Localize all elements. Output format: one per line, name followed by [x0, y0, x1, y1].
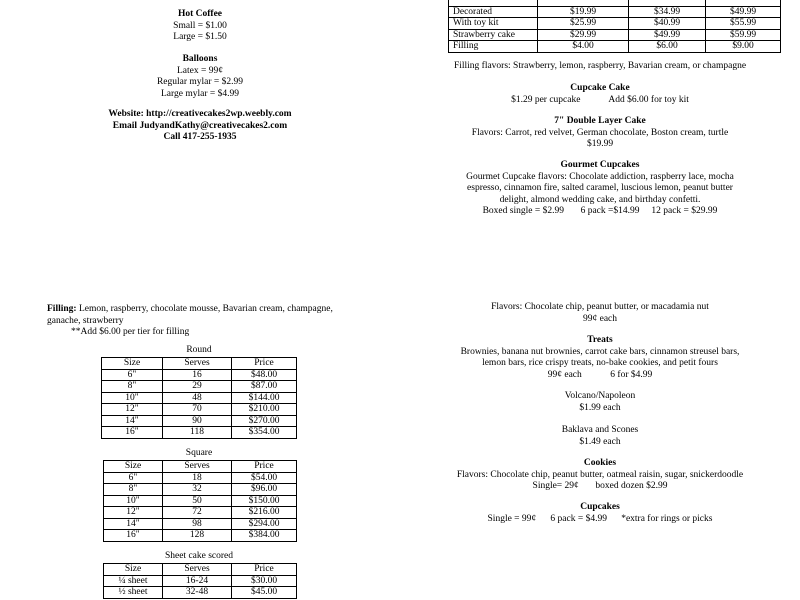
- table-row: 16" 128 $384.00: [104, 530, 297, 542]
- cookie-flavors-line: Flavors: Chocolate chip, peanut butter, or macadamia nut: [491, 302, 709, 312]
- baklava-name: Baklava and Scones: [561, 425, 639, 435]
- gourmet-line-1: Gourmet Cupcake flavors: Chocolate addiction, raspberry lace, mocha: [466, 171, 734, 182]
- treats-section: [430, 335, 770, 381]
- table-row: 14" 90 $270.00: [102, 415, 297, 427]
- balloons-section: [100, 54, 300, 100]
- balloons-large: Large mylar = $4.99: [161, 88, 239, 99]
- cupcake-cake-section: [450, 83, 750, 106]
- table-row: 12" 70 $210.00: [102, 404, 297, 416]
- table-row: 12" 72 $216.00: [104, 507, 297, 519]
- square-table: [103, 460, 297, 542]
- sheet-title: Sheet cake scored: [164, 551, 234, 561]
- hot-coffee-section: [100, 9, 300, 44]
- table-row: 6" 16 $48.00: [102, 369, 297, 381]
- table-row: Filling $4.00 $6.00 $9.00: [449, 41, 781, 53]
- double-layer-price: $19.99: [586, 139, 614, 149]
- filling-label: Filling:: [47, 304, 77, 314]
- table-row: Size Serves Price: [104, 564, 297, 576]
- gourmet-title: Gourmet Cupcakes: [560, 160, 640, 170]
- table-row: With toy kit $25.99 $40.99 $55.99: [449, 18, 781, 30]
- balloons-title: Balloons: [182, 54, 218, 64]
- round-table: [101, 357, 297, 439]
- website-link[interactable]: Website: http://creativecakes2wp.weebly.com: [108, 109, 292, 119]
- table-row: Decorated $19.99 $34.99 $49.99: [449, 6, 781, 18]
- filling-section: [47, 304, 367, 339]
- balloons-regular: Regular mylar = $2.99: [156, 77, 244, 87]
- hot-coffee-small: Small = $1.00: [173, 20, 227, 31]
- table-row: 6" 18 $54.00: [104, 472, 297, 484]
- gourmet-line-4: Boxed single = $2.99 6 pack =$14.99 12 pack = $29.99: [482, 206, 718, 216]
- cupcakes-title: Cupcakes: [580, 502, 620, 512]
- baklava-section: [450, 425, 750, 448]
- cookies-flavors: Flavors: Chocolate chip, peanut butter, oatmeal raisin, sugar, snickerdoodle: [456, 469, 744, 480]
- treats-line-3: 99¢ each 6 for $4.99: [547, 369, 653, 380]
- cookies-section: [430, 458, 770, 493]
- filling-text: Lemon, raspberry, chocolate mousse, Bavarian cream, champagne,: [76, 304, 333, 314]
- price-table-top: [448, 0, 781, 53]
- cookie-flavors-price: 99¢ each: [582, 313, 618, 324]
- volcano-name: Volcano/Napoleon: [564, 391, 636, 401]
- table-row: Strawberry cake $29.99 $49.99 $59.99: [449, 29, 781, 41]
- sheet-table: [103, 563, 297, 599]
- cupcake-cake-title: Cupcake Cake: [570, 83, 630, 93]
- filling-text-2: ganache, strawberry: [47, 315, 124, 326]
- treats-line-2: lemon bars, rice crispy treats, no-bake cookies, and petit fours: [482, 358, 718, 368]
- hot-coffee-large: Large = $1.50: [173, 32, 227, 42]
- email-link[interactable]: Email JudyandKathy@creativecakes2.com: [112, 120, 288, 131]
- table-row: 10" 48 $144.00: [102, 392, 297, 404]
- treats-line-1: Brownies, banana nut brownies, carrot cake bars, cinnamon streusel bars,: [460, 346, 740, 357]
- contact-section: [60, 109, 340, 144]
- table-row: 16" 118 $354.00: [102, 427, 297, 439]
- table-row: 10" 50 $150.00: [104, 495, 297, 507]
- volcano-section: [450, 391, 750, 414]
- treats-title: Treats: [587, 335, 613, 345]
- table-row: Size Serves Price: [104, 461, 297, 473]
- gourmet-line-3: delight, almond wedding cake, and birthday confetti.: [499, 194, 701, 205]
- square-title: Square: [185, 448, 213, 458]
- cupcakes-line: Single = 99¢ 6 pack = $4.99 *extra for rings or picks: [487, 513, 713, 524]
- double-layer-flavors: Flavors: Carrot, red velvet, German chocolate, Boston cream, turtle: [471, 127, 729, 138]
- cookies-line: Single= 29¢ boxed dozen $2.99: [532, 481, 668, 491]
- gourmet-section: [440, 160, 760, 218]
- filling-note: **Add $6.00 per tier for filling: [71, 327, 190, 337]
- filling-flavors: Filling flavors: Strawberry, lemon, raspberry, Bavarian cream, or champagne: [453, 61, 747, 71]
- cookie-flavors-section: [440, 302, 760, 325]
- baklava-price: $1.49 each: [579, 436, 621, 447]
- table-row: 8" 32 $96.00: [104, 484, 297, 496]
- cupcake-cake-line: $1.29 per cupcake Add $6.00 for toy kit: [511, 94, 689, 105]
- cookies-title: Cookies: [583, 458, 617, 468]
- double-layer-title: 7" Double Layer Cake: [554, 116, 646, 126]
- table-row: 8" 29 $87.00: [102, 381, 297, 393]
- gourmet-line-2: espresso, cinnamon fire, salted caramel, luscious lemon, peanut butter: [467, 183, 733, 193]
- double-layer-section: [440, 116, 760, 151]
- table-row: 14" 98 $294.00: [104, 518, 297, 530]
- table-row: ¼ sheet 16-24 $30.00: [104, 575, 297, 587]
- table-row: ½ sheet 32-48 $45.00: [104, 587, 297, 599]
- balloons-latex: Latex = 99¢: [177, 65, 223, 76]
- cupcakes-section: [440, 502, 760, 525]
- phone-number: Call 417-255-1935: [163, 132, 237, 142]
- volcano-price: $1.99 each: [579, 402, 621, 413]
- hot-coffee-title: Hot Coffee: [177, 9, 223, 19]
- table-row: Size Serves Price: [102, 358, 297, 370]
- round-title: Round: [186, 345, 212, 355]
